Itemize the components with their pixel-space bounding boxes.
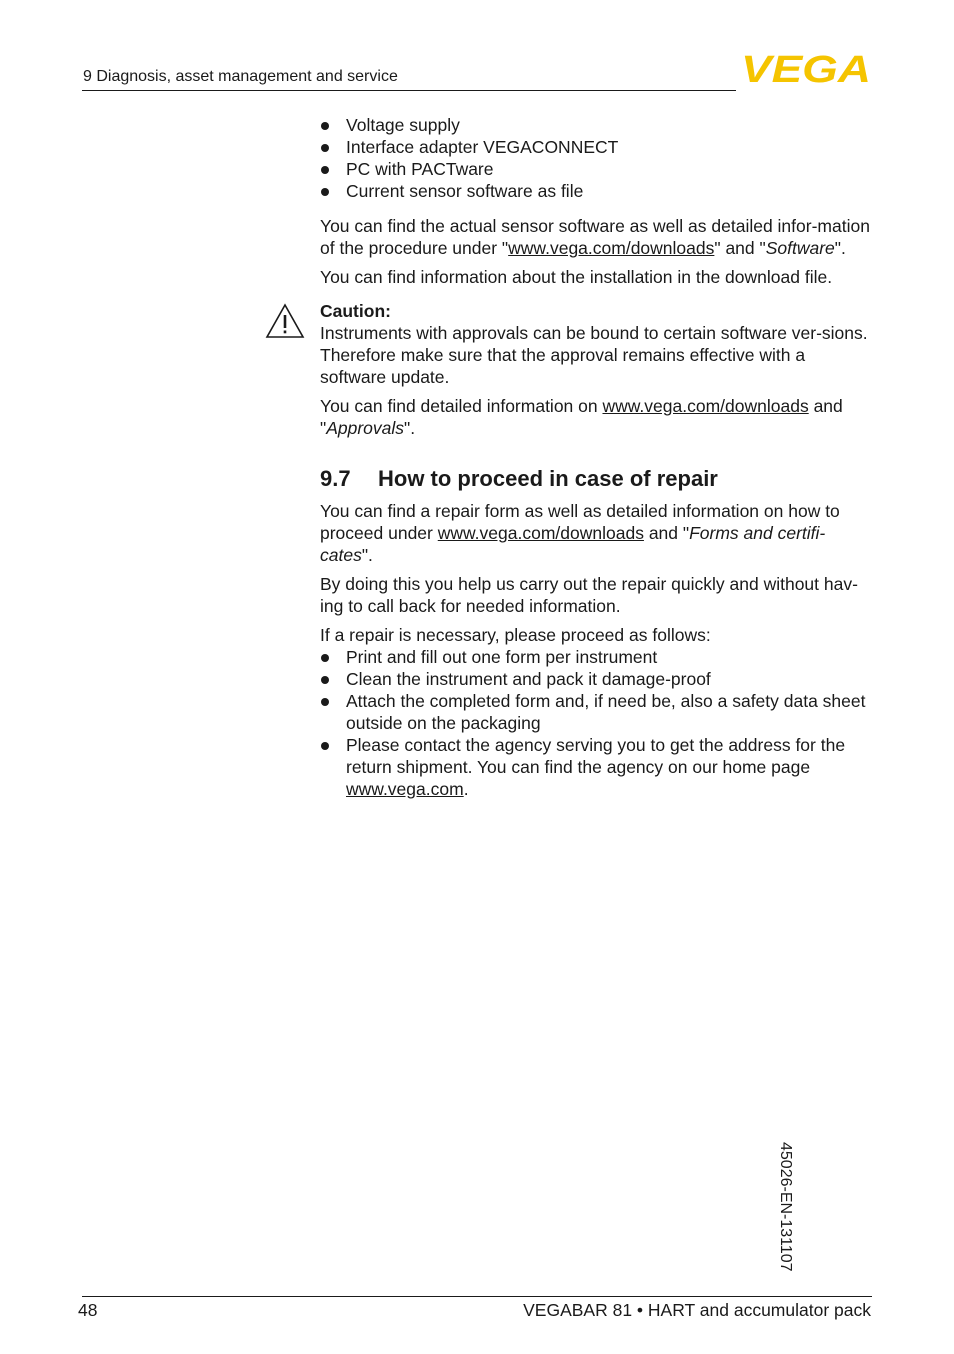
list-item: Interface adapter VEGACONNECT (320, 136, 872, 158)
chapter-title: 9 Diagnosis, asset management and service (83, 68, 398, 85)
section-heading (320, 465, 872, 493)
section-title: How to proceed in case of repair (378, 466, 718, 491)
caution-notice (320, 300, 872, 439)
repair-downloads-link[interactable]: www.vega.com/downloads (437, 523, 644, 543)
list-item: PC with PACTware (320, 158, 872, 180)
svg-text:VEGA: VEGA (741, 52, 871, 84)
approvals-downloads-link[interactable]: www.vega.com/downloads (602, 396, 809, 416)
warning-triangle-icon (265, 303, 305, 339)
page-number: 48 (78, 1300, 98, 1320)
list-item: Clean the instrument and pack it damage-proof (320, 668, 872, 690)
list-item: Please contact the agency serving you to get the address for the return shipment. You can find the agency on our home page www.vega.com. (320, 734, 872, 800)
downloads-link[interactable]: www.vega.com/downloads (508, 238, 715, 258)
document-code: 45026-EN-131107 (777, 1142, 794, 1272)
header-divider (82, 90, 736, 91)
repair-form-paragraph: You can find a repair form as well as detailed information on how to proceed under www.vega.com/downloads and "Forms and certifi-cates". (320, 501, 840, 565)
approvals-paragraph: You can find detailed information on www.vega.com/downloads and "Approvals". (320, 396, 843, 438)
list-item: Attach the completed form and, if need be, also a safety data sheet outside on the packaging (320, 690, 872, 734)
vega-homepage-link[interactable]: www.vega.com (346, 779, 464, 799)
main-content (320, 114, 872, 800)
repair-intro-paragraph: If a repair is necessary, please proceed as follows: (320, 625, 711, 645)
section-number: 9.7 (320, 466, 351, 491)
vega-logo (740, 52, 872, 84)
list-item: Voltage supply (320, 114, 872, 136)
repair-benefit-paragraph: By doing this you help us carry out the repair quickly and without hav-ing to call back for needed information. (320, 574, 858, 616)
footer-divider (82, 1296, 872, 1297)
caution-text: Instruments with approvals can be bound to certain software ver-sions. Therefore make sure that the approval remains effective with a software update. (320, 323, 868, 387)
software-info-paragraph: You can find the actual sensor software as well as detailed infor-mation of the procedure under "www.vega.com/downloads" and "Software". (320, 216, 870, 258)
caution-title: Caution: (320, 301, 391, 321)
repair-steps-list (320, 646, 872, 800)
list-item: Print and fill out one form per instrument (320, 646, 872, 668)
list-item: Current sensor software as file (320, 180, 872, 202)
requirements-list (320, 114, 872, 202)
install-info-paragraph: You can find information about the installation in the download file. (320, 267, 833, 287)
footer-title: VEGABAR 81 • HART and accumulator pack (523, 1300, 871, 1320)
